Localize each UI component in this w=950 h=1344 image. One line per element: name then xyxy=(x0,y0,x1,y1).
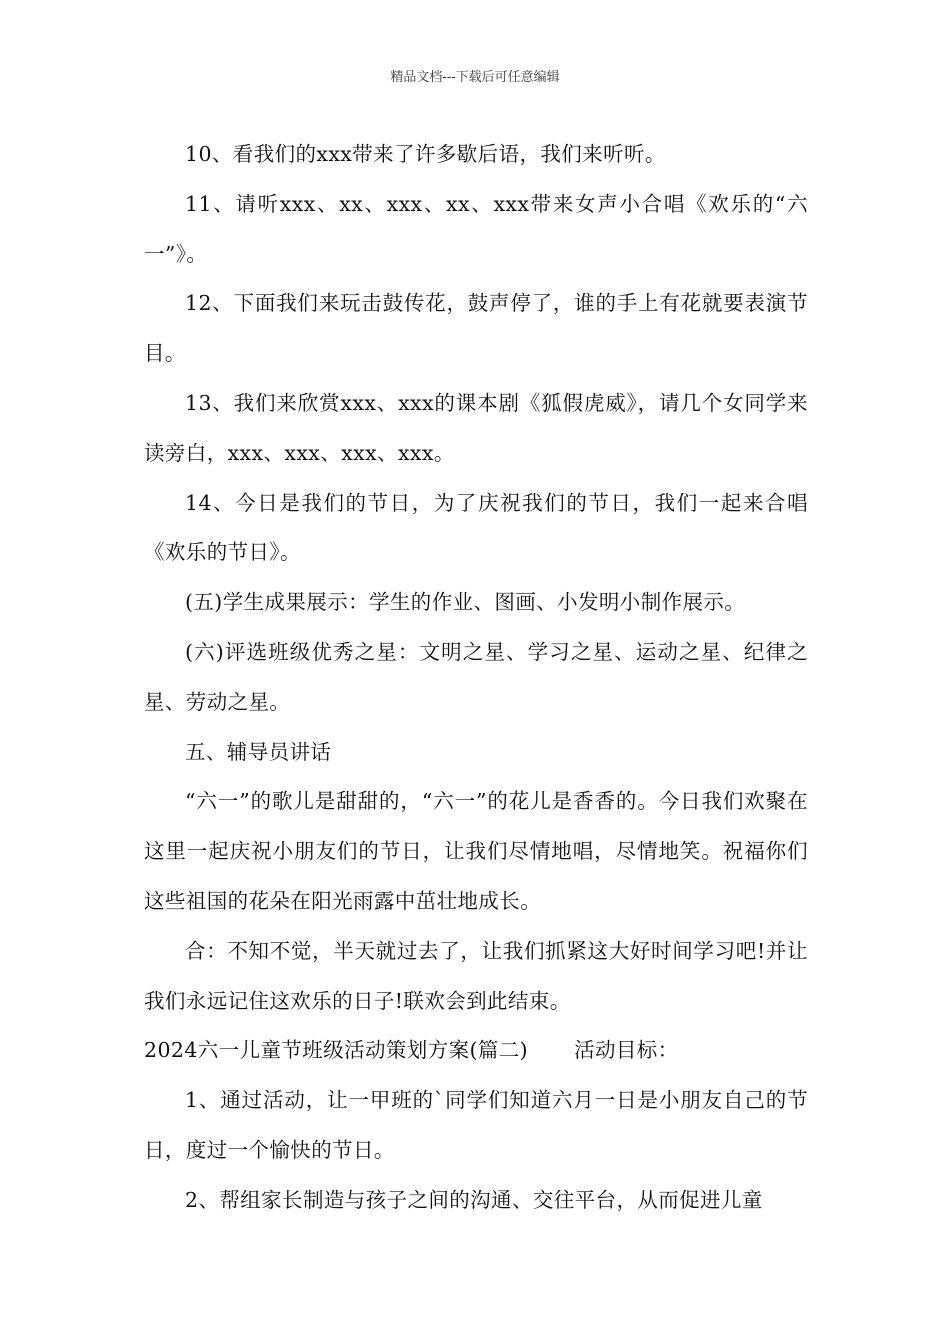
section-counselor-speech: 五、辅导员讲话 xyxy=(185,739,332,764)
section-heading-part-two xyxy=(144,1026,808,1076)
paragraph-achievements: (五)学生成果展示：学生的作业、图画、小发明小制作展示。 xyxy=(185,590,746,615)
page-header: 精品文档---下载后可任意编辑 xyxy=(390,70,560,85)
section-subtitle: 活动目标： xyxy=(574,1038,679,1063)
paragraph-goal-1: 1、通过活动，让一甲班的`同学们知道六月一日是小朋友自己的节日，度过一个愉快的节日。 xyxy=(144,1088,808,1162)
paragraph-14: 14、今日是我们的节日，为了庆祝我们的节日，我们一起来合唱《欢乐的节日》。 xyxy=(144,490,808,565)
paragraph-10: 10、看我们的xxx带来了许多歇后语，我们来听听。 xyxy=(185,142,666,166)
paragraph-11: 11、请听xxx、xx、xxx、xx、xxx带来女声小合唱《欢乐的“六一”》。 xyxy=(144,191,808,266)
paragraph-closing: 合：不知不觉，半天就过去了，让我们抓紧这大好时间学习吧!并让我们永远记住这欢乐的日子!联欢会到此结束。 xyxy=(144,938,808,1013)
document-body xyxy=(144,130,808,1226)
paragraph-12: 12、下面我们来玩击鼓传花，鼓声停了，谁的手上有花就要表演节目。 xyxy=(144,291,808,366)
paragraph-counselor-speech: “六一”的歌儿是甜甜的，“六一”的花儿是香香的。今日我们欢聚在这里一起庆祝小朋友们的节日，让我们尽情地唱，尽情地笑。祝福你们这些祖国的花朵在阳光雨露中茁壮地成长。 xyxy=(144,789,808,913)
paragraph-goal-2: 2、帮组家长制造与孩子之间的沟通、交往平台，从而促进儿童 xyxy=(185,1187,763,1212)
paragraph-stars: (六)评选班级优秀之星：文明之星、学习之星、运动之星、纪律之星、劳动之星。 xyxy=(144,639,808,714)
paragraph-13: 13、我们来欣赏xxx、xxx的课本剧《狐假虎威》，请几个女同学来读旁白，xxx、xxx、xxx、xxx。 xyxy=(144,390,808,465)
section-title: 2024六一儿童节班级活动策划方案(篇二) xyxy=(144,1038,529,1063)
